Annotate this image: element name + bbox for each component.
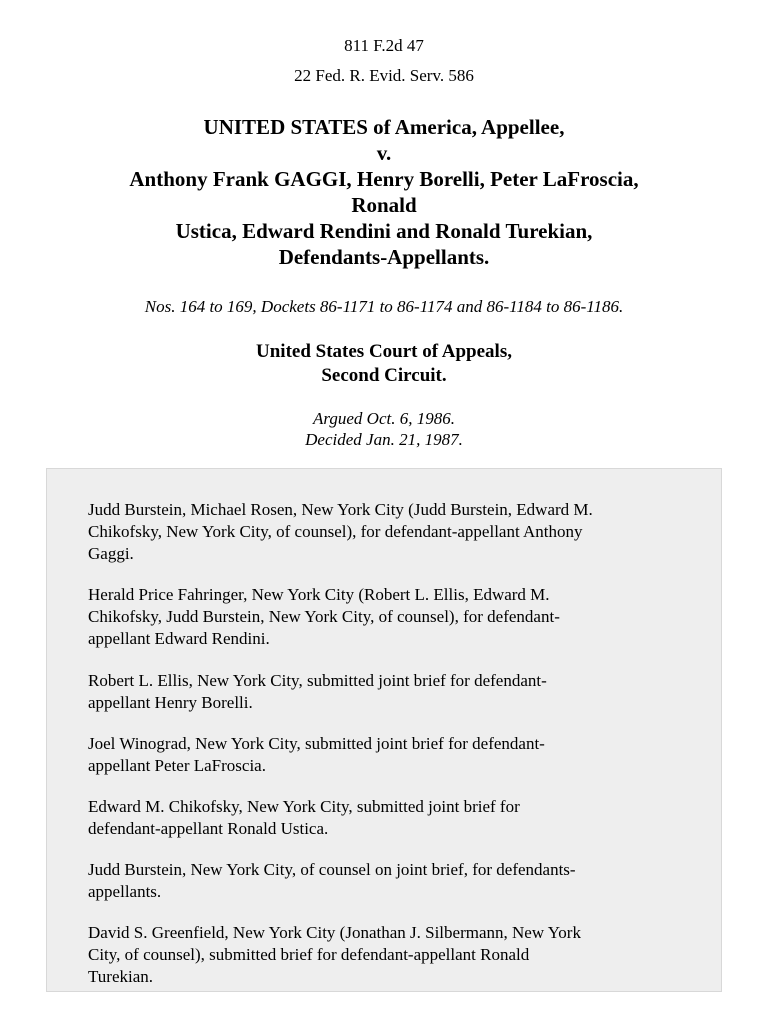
court-name [0, 340, 768, 388]
counsel-line: Chikofsky, Judd Burstein, New York City, of counsel), for defendant- [88, 607, 560, 626]
counsel-line: Herald Price Fahringer, New York City (Robert L. Ellis, Edward M. [88, 585, 550, 604]
decided-date: Decided Jan. 21, 1987. [305, 430, 463, 449]
caption-line: v. [376, 141, 392, 165]
case-caption [0, 114, 768, 270]
counsel-paragraph [88, 922, 688, 988]
counsel-paragraph [88, 670, 688, 714]
counsel-line: Gaggi. [88, 544, 134, 563]
counsel-line: Judd Burstein, New York City, of counsel on joint brief, for defendants- [88, 860, 576, 879]
court-line: Second Circuit. [321, 365, 447, 386]
counsel-line: Edward M. Chikofsky, New York City, submitted joint brief for [88, 797, 520, 816]
docket-numbers: Nos. 164 to 169, Dockets 86-1171 to 86-1174 and 86-1184 to 86-1186. [144, 297, 624, 316]
counsel-line: appellant Peter LaFroscia. [88, 756, 266, 775]
counsel-line: City, of counsel), submitted brief for defendant-appellant Ronald [88, 945, 530, 964]
case-dates [0, 408, 768, 450]
counsel-section [46, 468, 722, 992]
reporter-citation: 811 F.2d 47 [344, 36, 424, 55]
counsel-line: Judd Burstein, Michael Rosen, New York City (Judd Burstein, Edward M. [88, 500, 593, 519]
counsel-line: appellant Edward Rendini. [88, 629, 270, 648]
counsel-line: Joel Winograd, New York City, submitted joint brief for defendant- [88, 734, 545, 753]
counsel-line: appellant Henry Borelli. [88, 693, 253, 712]
counsel-line: Turekian. [88, 967, 154, 986]
caption-line: UNITED STATES of America, Appellee, [203, 115, 565, 139]
counsel-line: David S. Greenfield, New York City (Jonathan J. Silbermann, New York [88, 923, 581, 942]
counsel-paragraph [88, 859, 688, 903]
caption-line: Defendants-Appellants. [278, 245, 490, 269]
caption-line: Anthony Frank GAGGI, Henry Borelli, Peter LaFroscia, [129, 167, 639, 191]
caption-line: Ronald [351, 193, 417, 217]
counsel-paragraph [88, 584, 688, 650]
counsel-line: Chikofsky, New York City, of counsel), for defendant-appellant Anthony [88, 522, 583, 541]
counsel-line: defendant-appellant Ronald Ustica. [88, 819, 329, 838]
caption-line: Ustica, Edward Rendini and Ronald Turekian, [175, 219, 593, 243]
counsel-paragraph [88, 733, 688, 777]
evidence-service-citation: 22 Fed. R. Evid. Serv. 586 [294, 66, 474, 85]
court-line: United States Court of Appeals, [256, 341, 512, 362]
argued-date: Argued Oct. 6, 1986. [313, 409, 455, 428]
counsel-line: Robert L. Ellis, New York City, submitted joint brief for defendant- [88, 671, 547, 690]
counsel-paragraph [88, 796, 688, 840]
counsel-paragraph [88, 499, 688, 565]
counsel-line: appellants. [88, 882, 162, 901]
